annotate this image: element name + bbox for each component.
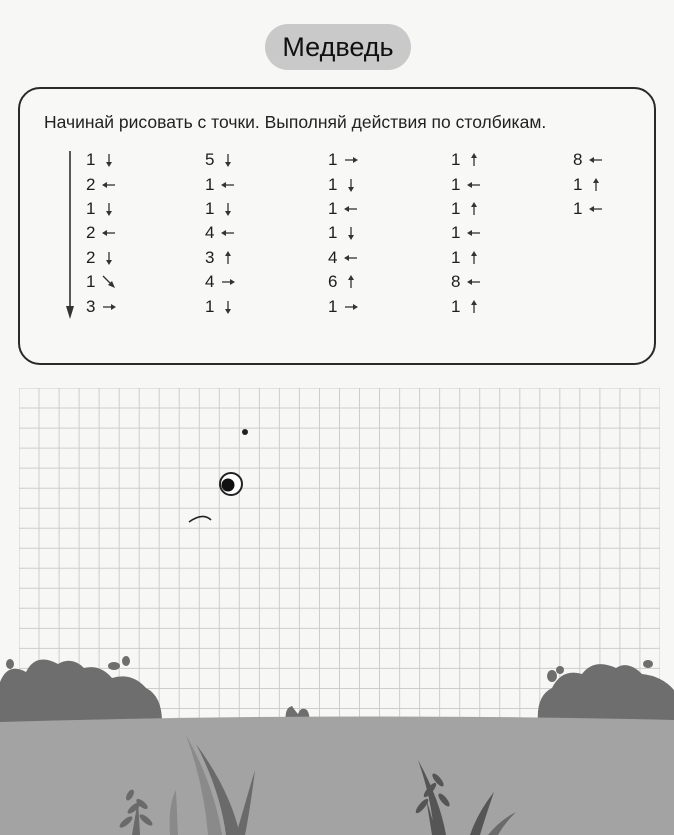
step-count: 1 xyxy=(328,223,338,243)
arrow-left-icon xyxy=(221,226,235,240)
step-item xyxy=(451,246,481,270)
step-item xyxy=(205,172,235,196)
step-item xyxy=(573,197,603,221)
arrow-down-right-icon xyxy=(102,275,116,289)
step-item xyxy=(86,172,116,196)
arrow-left-icon xyxy=(102,178,116,192)
arrow-right-icon xyxy=(102,300,116,314)
arrow-left-icon xyxy=(344,202,358,216)
step-count: 8 xyxy=(573,150,583,170)
step-count: 4 xyxy=(205,223,215,243)
step-column-2 xyxy=(205,148,235,319)
step-item xyxy=(573,172,603,196)
step-count: 1 xyxy=(86,272,96,292)
step-count: 1 xyxy=(328,174,338,194)
arrow-left-icon xyxy=(467,226,481,240)
step-count: 1 xyxy=(451,247,461,267)
page-title xyxy=(265,24,411,70)
step-count: 2 xyxy=(86,223,96,243)
step-item xyxy=(328,221,358,245)
step-count: 1 xyxy=(205,296,215,316)
step-column-3 xyxy=(328,148,358,319)
arrow-right-icon xyxy=(344,153,358,167)
drawing-grid xyxy=(19,388,660,835)
step-count: 3 xyxy=(86,296,96,316)
step-item xyxy=(86,197,116,221)
step-count: 1 xyxy=(86,150,96,170)
step-count: 8 xyxy=(451,272,461,292)
instruction-text: Начинай рисовать с точки. Выполняй действия по столбикам. xyxy=(44,112,547,132)
step-count: 1 xyxy=(573,198,583,218)
step-item xyxy=(451,221,481,245)
step-count: 1 xyxy=(328,150,338,170)
step-count: 1 xyxy=(451,150,461,170)
step-count: 1 xyxy=(86,198,96,218)
arrow-left-icon xyxy=(221,178,235,192)
step-count: 1 xyxy=(328,296,338,316)
step-count: 1 xyxy=(451,223,461,243)
arrow-up-icon xyxy=(221,251,235,265)
arrow-up-icon xyxy=(467,251,481,265)
arrow-left-icon xyxy=(102,226,116,240)
arrow-right-icon xyxy=(221,275,235,289)
step-item xyxy=(86,270,116,294)
arrow-down-icon xyxy=(221,153,235,167)
down-arrow-icon xyxy=(65,151,75,321)
step-column-4 xyxy=(451,148,481,319)
step-item xyxy=(451,148,481,172)
arrow-up-icon xyxy=(344,275,358,289)
title-text: Медведь xyxy=(282,31,394,62)
arrow-left-icon xyxy=(467,275,481,289)
step-item xyxy=(328,270,358,294)
step-item xyxy=(205,221,235,245)
step-item xyxy=(86,148,116,172)
step-count: 2 xyxy=(86,247,96,267)
step-count: 1 xyxy=(205,198,215,218)
arrow-left-icon xyxy=(467,178,481,192)
arrow-down-icon xyxy=(102,202,116,216)
step-item xyxy=(205,148,235,172)
arrow-down-icon xyxy=(221,202,235,216)
step-count: 2 xyxy=(86,174,96,194)
step-count: 1 xyxy=(205,174,215,194)
arrow-down-icon xyxy=(102,251,116,265)
arrow-down-icon xyxy=(221,300,235,314)
step-item xyxy=(328,197,358,221)
step-count: 3 xyxy=(205,247,215,267)
step-item xyxy=(328,172,358,196)
step-count: 1 xyxy=(451,198,461,218)
arrow-right-icon xyxy=(344,300,358,314)
step-item xyxy=(205,246,235,270)
step-item xyxy=(205,197,235,221)
step-item xyxy=(573,148,603,172)
step-item xyxy=(451,197,481,221)
arrow-left-icon xyxy=(589,153,603,167)
step-count: 4 xyxy=(205,272,215,292)
step-count: 1 xyxy=(328,198,338,218)
step-column-5 xyxy=(573,148,603,221)
step-item xyxy=(451,270,481,294)
step-item xyxy=(205,294,235,318)
step-item xyxy=(86,294,116,318)
instructions-panel xyxy=(18,87,656,365)
arrow-up-icon xyxy=(467,300,481,314)
step-count: 5 xyxy=(205,150,215,170)
arrow-down-icon xyxy=(344,178,358,192)
step-count: 1 xyxy=(451,174,461,194)
arrow-down-icon xyxy=(344,226,358,240)
step-count: 1 xyxy=(451,296,461,316)
step-item xyxy=(451,294,481,318)
step-column-1 xyxy=(86,148,116,319)
step-count: 4 xyxy=(328,247,338,267)
arrow-left-icon xyxy=(344,251,358,265)
step-item xyxy=(86,221,116,245)
step-item xyxy=(328,148,358,172)
step-item xyxy=(451,172,481,196)
step-item xyxy=(328,246,358,270)
arrow-up-icon xyxy=(467,153,481,167)
step-count: 1 xyxy=(573,174,583,194)
arrow-left-icon xyxy=(589,202,603,216)
step-item xyxy=(328,294,358,318)
arrow-down-icon xyxy=(102,153,116,167)
arrow-up-icon xyxy=(589,178,603,192)
arrow-up-icon xyxy=(467,202,481,216)
step-count: 6 xyxy=(328,272,338,292)
step-item xyxy=(205,270,235,294)
step-item xyxy=(86,246,116,270)
